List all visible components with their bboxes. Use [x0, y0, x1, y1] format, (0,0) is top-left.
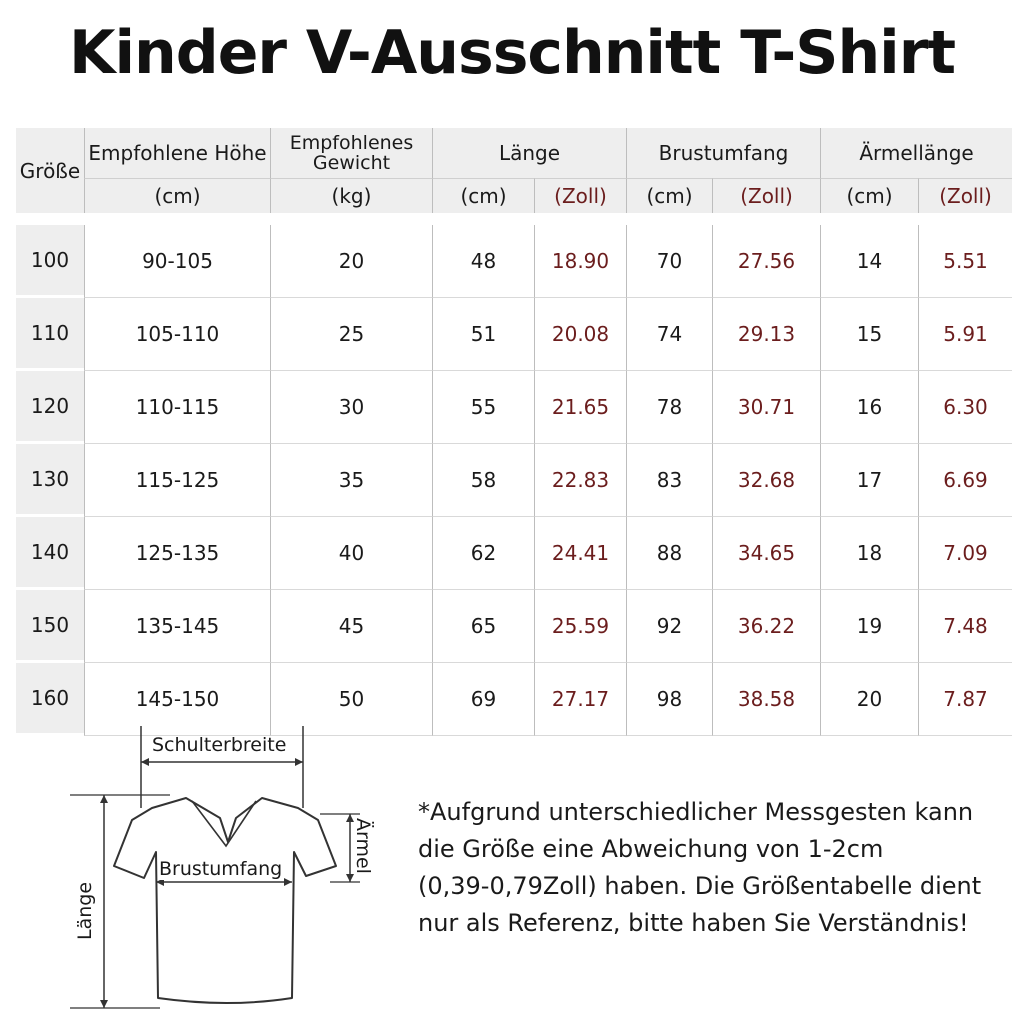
chest-zoll-cell: 38.58 — [712, 663, 820, 736]
size-cell: 140 — [16, 517, 84, 590]
size-cell: 150 — [16, 590, 84, 663]
chest-zoll-cell: 29.13 — [712, 298, 820, 371]
label-aermel: Ärmel — [352, 818, 374, 874]
sleeve-cm-cell: 15 — [820, 298, 918, 371]
chest-cm-cell: 78 — [626, 371, 712, 444]
size-cell: 130 — [16, 444, 84, 517]
header-brustumfang: Brustumfang — [626, 128, 820, 178]
weight-cell: 50 — [270, 663, 432, 736]
tshirt-diagram — [60, 722, 400, 1022]
note-line-1: *Aufgrund unterschiedlicher Messgesten kann — [418, 798, 974, 826]
size-cell: 100 — [16, 225, 84, 298]
height-cell: 115-125 — [84, 444, 270, 517]
chest-cm-cell: 83 — [626, 444, 712, 517]
size-cell: 110 — [16, 298, 84, 371]
weight-cell: 35 — [270, 444, 432, 517]
unit-aermel-cm: (cm) — [820, 178, 918, 213]
weight-cell: 20 — [270, 225, 432, 298]
chest-zoll-cell: 27.56 — [712, 225, 820, 298]
sleeve-cm-cell: 16 — [820, 371, 918, 444]
table-header-row — [16, 128, 1012, 178]
page-title: Kinder V-Ausschnitt T-Shirt — [68, 18, 956, 88]
length-cm-cell: 58 — [432, 444, 534, 517]
header-aermellaenge: Ärmellänge — [820, 128, 1012, 178]
label-schulterbreite: Schulterbreite — [152, 734, 287, 756]
note-line-4: nur als Referenz, bitte haben Sie Verständnis! — [418, 909, 969, 937]
weight-cell: 30 — [270, 371, 432, 444]
sleeve-zoll-cell: 7.48 — [918, 590, 1012, 663]
sleeve-zoll-cell: 5.51 — [918, 225, 1012, 298]
note-line-2: die Größe eine Abweichung von 1-2cm — [418, 835, 884, 863]
header-gewicht — [270, 128, 432, 178]
table-row — [16, 298, 1012, 371]
weight-cell: 40 — [270, 517, 432, 590]
sleeve-zoll-cell: 7.87 — [918, 663, 1012, 736]
unit-brust-zoll: (Zoll) — [712, 178, 820, 213]
length-zoll-cell: 24.41 — [534, 517, 626, 590]
weight-cell: 25 — [270, 298, 432, 371]
length-cm-cell: 65 — [432, 590, 534, 663]
length-zoll-cell: 20.08 — [534, 298, 626, 371]
chest-zoll-cell: 34.65 — [712, 517, 820, 590]
unit-brust-cm: (cm) — [626, 178, 712, 213]
unit-gewicht: (kg) — [270, 178, 432, 213]
length-zoll-cell: 18.90 — [534, 225, 626, 298]
table-unit-row — [16, 178, 1012, 213]
height-cell: 135-145 — [84, 590, 270, 663]
header-hoehe: Empfohlene Höhe — [84, 128, 270, 178]
chest-cm-cell: 98 — [626, 663, 712, 736]
length-cm-cell: 55 — [432, 371, 534, 444]
size-cell: 160 — [16, 663, 84, 736]
chest-cm-cell: 92 — [626, 590, 712, 663]
unit-laenge-zoll: (Zoll) — [534, 178, 626, 213]
chest-zoll-cell: 36.22 — [712, 590, 820, 663]
chest-cm-cell: 74 — [626, 298, 712, 371]
length-zoll-cell: 25.59 — [534, 590, 626, 663]
sleeve-cm-cell: 17 — [820, 444, 918, 517]
table-row — [16, 517, 1012, 590]
chest-cm-cell: 70 — [626, 225, 712, 298]
sleeve-zoll-cell: 7.09 — [918, 517, 1012, 590]
header-laenge: Länge — [432, 128, 626, 178]
sleeve-cm-cell: 20 — [820, 663, 918, 736]
label-brustumfang: Brustumfang — [159, 858, 283, 880]
header-groesse: Größe — [16, 128, 84, 213]
sleeve-cm-cell: 19 — [820, 590, 918, 663]
height-cell: 110-115 — [84, 371, 270, 444]
label-laenge: Länge — [74, 881, 96, 940]
length-cm-cell: 48 — [432, 225, 534, 298]
unit-aermel-zoll: (Zoll) — [918, 178, 1012, 213]
unit-laenge-cm: (cm) — [432, 178, 534, 213]
sleeve-zoll-cell: 5.91 — [918, 298, 1012, 371]
length-cm-cell: 69 — [432, 663, 534, 736]
note-line-3: (0,39-0,79Zoll) haben. Die Größentabelle dient — [418, 872, 982, 900]
length-cm-cell: 51 — [432, 298, 534, 371]
chest-cm-cell: 88 — [626, 517, 712, 590]
height-cell: 145-150 — [84, 663, 270, 736]
sleeve-zoll-cell: 6.69 — [918, 444, 1012, 517]
height-cell: 90-105 — [84, 225, 270, 298]
length-cm-cell: 62 — [432, 517, 534, 590]
sleeve-zoll-cell: 6.30 — [918, 371, 1012, 444]
tshirt-outline — [114, 798, 336, 1003]
length-zoll-cell: 27.17 — [534, 663, 626, 736]
chest-zoll-cell: 32.68 — [712, 444, 820, 517]
sleeve-cm-cell: 14 — [820, 225, 918, 298]
table-row — [16, 371, 1012, 444]
weight-cell: 45 — [270, 590, 432, 663]
size-table — [16, 128, 1012, 736]
chest-zoll-cell: 30.71 — [712, 371, 820, 444]
table-row — [16, 444, 1012, 517]
unit-hoehe: (cm) — [84, 178, 270, 213]
header-gewicht-line2: Gewicht — [312, 152, 391, 174]
disclaimer-note — [418, 794, 1008, 942]
length-zoll-cell: 22.83 — [534, 444, 626, 517]
length-zoll-cell: 21.65 — [534, 371, 626, 444]
size-cell: 120 — [16, 371, 84, 444]
table-row — [16, 590, 1012, 663]
sleeve-cm-cell: 18 — [820, 517, 918, 590]
height-cell: 125-135 — [84, 517, 270, 590]
table-row — [16, 225, 1012, 298]
height-cell: 105-110 — [84, 298, 270, 371]
header-gewicht-line1: Empfohlenes — [289, 132, 414, 154]
